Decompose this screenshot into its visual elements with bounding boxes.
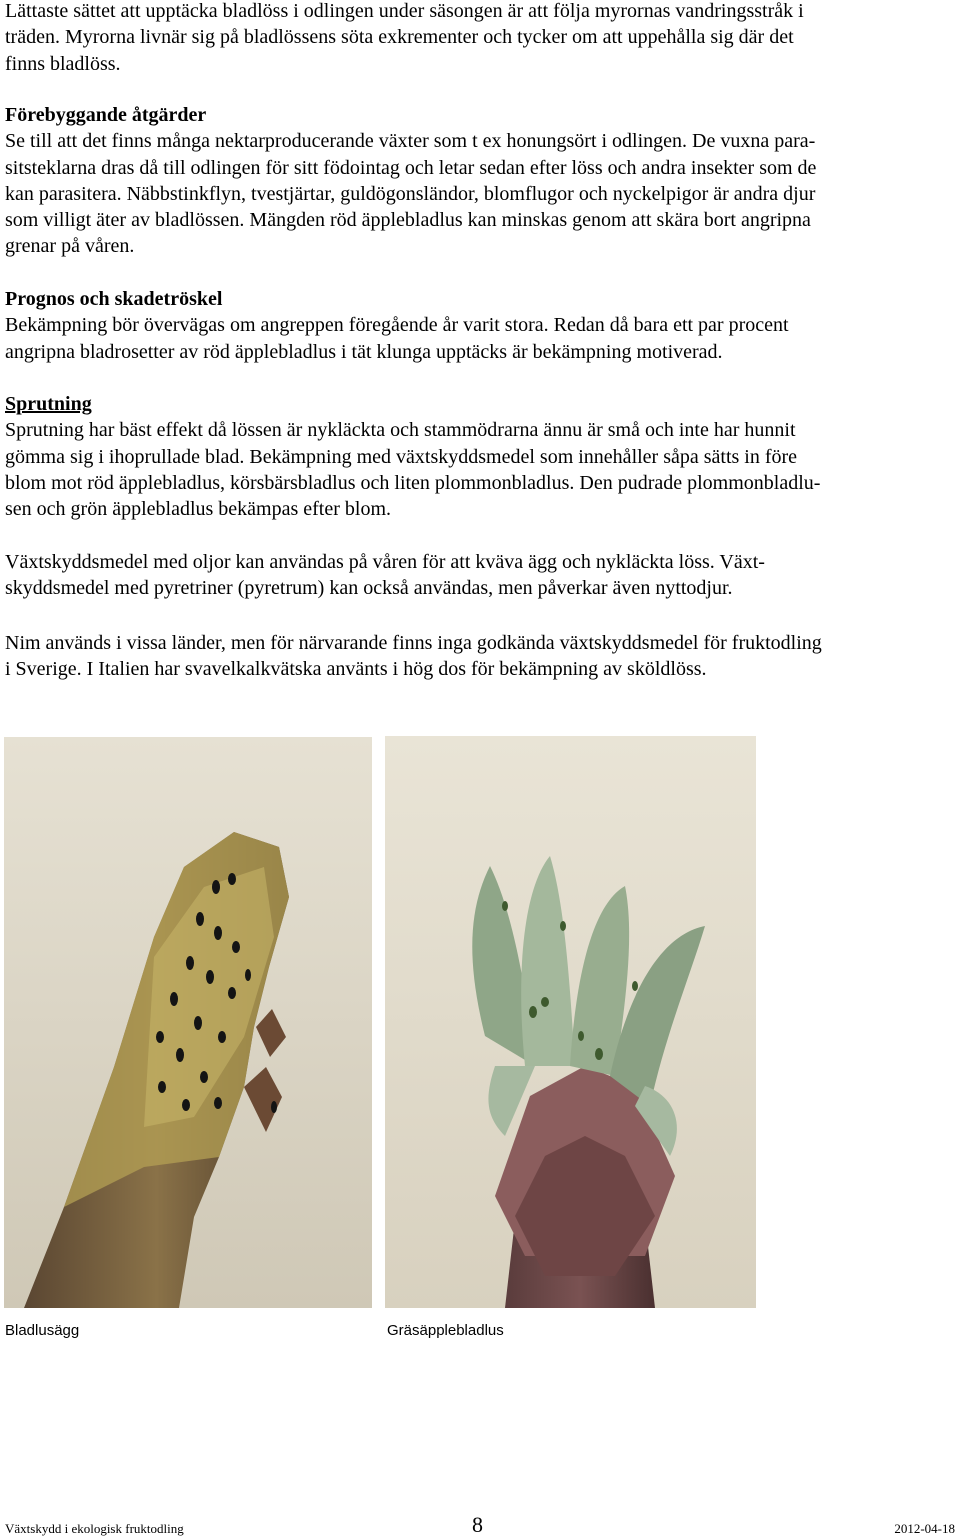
section-heading: Sprutning — [5, 393, 92, 415]
text-line: gömma sig i ihoprullade blad. Bekämpning med växtskyddsmedel som innehåller såpa sätts in före — [5, 445, 798, 468]
photo-green-apple-aphids — [385, 736, 756, 1308]
paragraph-nim — [5, 630, 953, 683]
text-line: sitsteklarna dras då till odlingen för sitt födointag och letar sedan efter löss och andra insekter som de — [5, 156, 817, 179]
figure-caption-green-aphid: Gräsäpplebladlus — [387, 1322, 504, 1339]
text-line: träden. Myrorna livnär sig på bladlössens söta exkrementer och tycker om att uppehålla sig där det — [5, 26, 794, 49]
text-line: Nim används i vissa länder, men för närvarande finns inga godkända växtskyddsmedel för fruktodling — [5, 632, 822, 654]
text-line: blom mot röd äpplebladlus, körsbärsbladlus och liten plommonbladlus. Den pudrade plommonbladlu- — [5, 471, 821, 494]
text-line: sen och grön äpplebladlus bekämpas efter blom. — [5, 498, 391, 521]
text-line: finns bladlöss. — [5, 52, 121, 75]
text-line: skyddsmedel med pyretriner (pyretrum) kan också användas, men påverkar även nyttodjur. — [5, 577, 733, 600]
section-spraying — [5, 391, 953, 522]
section-heading: Förebyggande åtgärder — [5, 104, 207, 126]
intro-paragraph — [5, 0, 953, 77]
text-line: Bekämpning bör övervägas om angreppen föregående år varit stora. Redan då bara ett par procent — [5, 314, 789, 337]
text-line: som villigt äter av bladlössen. Mängden röd äpplebladlus kan minskas genom att skära bort angripna — [5, 209, 811, 232]
text-line: Se till att det finns många nektarproducerande växter som t ex honungsört i odlingen. De vuxna para- — [5, 130, 816, 153]
text-line: i Sverige. I Italien har svavelkalkvätska använts i hög dos för bekämpning av sköldlöss. — [5, 658, 707, 681]
text-line: angripna bladrosetter av röd äpplebladlus i tät klunga upptäcks är bekämpning motiverad. — [5, 340, 723, 363]
footer-page-number: 8 — [472, 1512, 483, 1537]
green-aphid-illustration — [385, 736, 756, 1308]
photo-aphid-eggs — [4, 737, 372, 1308]
text-line: Sprutning har bäst effekt då lössen är nykläckta och stammödrarna ännu är små och inte har hunnit — [5, 419, 796, 442]
paragraph-oils — [5, 549, 953, 602]
section-preventive — [5, 102, 953, 260]
text-line: Växtskyddsmedel med oljor kan användas på våren för att kväva ägg och nykläckta löss. Växt- — [5, 551, 765, 573]
figure-caption-eggs: Bladlusägg — [5, 1322, 80, 1339]
text-line: Lättaste sättet att upptäcka bladlöss i odlingen under säsongen är att följa myrornas vandringsstråk i — [5, 0, 804, 22]
aphid-eggs-illustration — [4, 737, 372, 1308]
footer-date: 2012-04-18 — [894, 1521, 955, 1536]
section-heading: Prognos och skadetröskel — [5, 288, 223, 310]
text-line: grenar på våren. — [5, 235, 135, 258]
section-forecast — [5, 286, 953, 365]
footer-document-title: Växtskydd i ekologisk fruktodling — [5, 1521, 184, 1536]
text-line: kan parasitera. Näbbstinkflyn, tvestjärtar, guldögonsländor, blomflugor och nyckelpigor är andra djur — [5, 182, 816, 205]
